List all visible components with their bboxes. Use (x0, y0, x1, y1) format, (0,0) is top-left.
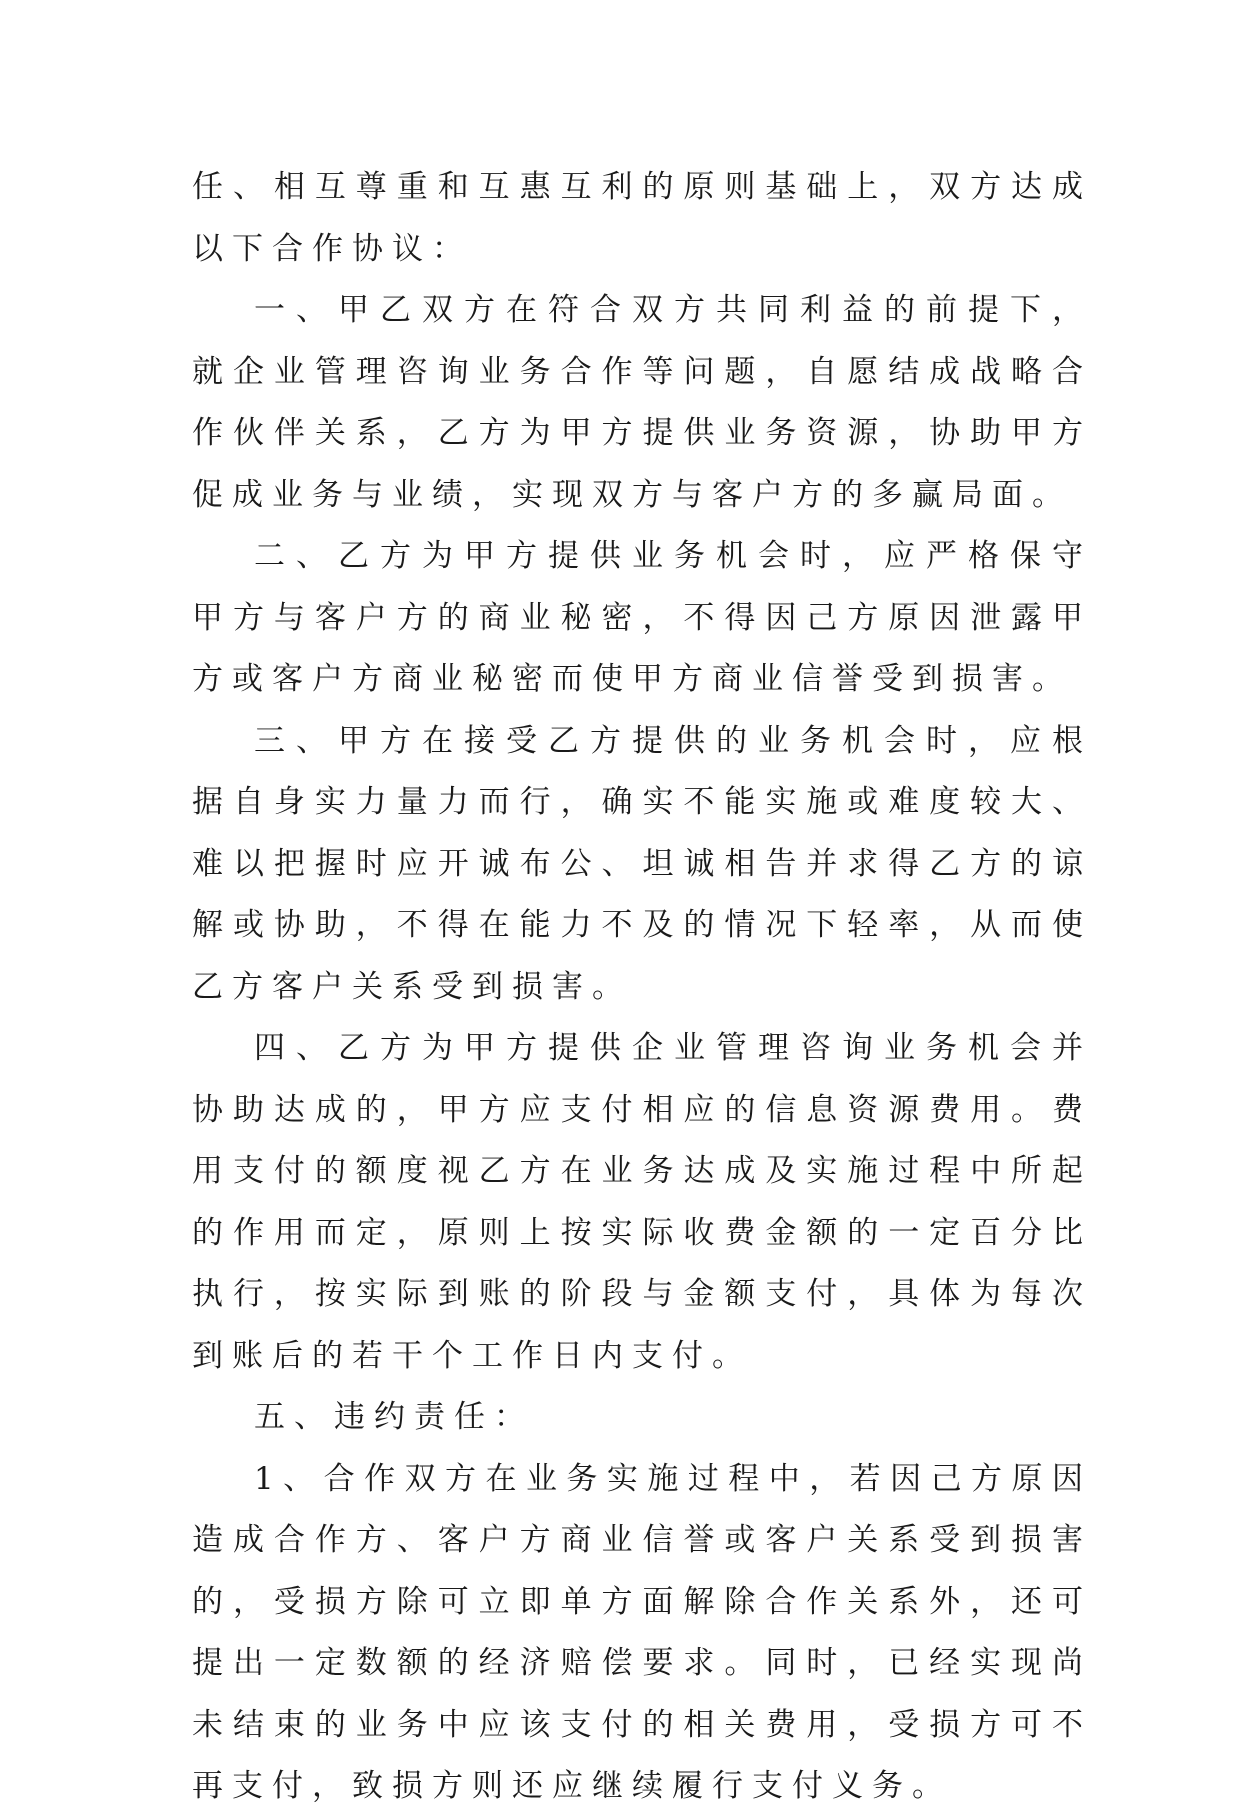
document-body (192, 157, 1092, 1818)
paragraph-clause-1: 一、甲乙双方在符合双方共同利益的前提下，就企业管理咨询业务合作等问题，自愿结成战略合作伙伴关系，乙方为甲方提供业务资源，协助甲方促成业务与业绩，实现双方与客户方的多赢局面。 (192, 292, 1092, 513)
paragraph-clause-2: 二、乙方为甲方提供业务机会时，应严格保守甲方与客户方的商业秘密，不得因己方原因泄露甲方或客户方商业秘密而使甲方商业信誉受到损害。 (192, 538, 1092, 697)
paragraph-clause-3: 三、甲方在接受乙方提供的业务机会时，应根据自身实力量力而行，确实不能实施或难度较大、难以把握时应开诚布公、坦诚相告并求得乙方的谅解或协助，不得在能力不及的情况下轻率，从而使乙方客户关系受到损害。 (192, 722, 1092, 1005)
paragraph-clause-5-heading: 五、违约责任： (254, 1399, 534, 1435)
paragraph-intro: 任、相互尊重和互惠互利的原则基础上，双方达成以下合作协议： (192, 169, 1092, 267)
paragraph-clause-4: 四、乙方为甲方提供企业管理咨询业务机会并协助达成的，甲方应支付相应的信息资源费用。费用支付的额度视乙方在业务达成及实施过程中所起的作用而定，原则上按实际收费金额的一定百分比执行，按实际到账的阶段与金额支付，具体为每次到账后的若干个工作日内支付。 (192, 1030, 1092, 1374)
paragraph-clause-5-item-1: 1、合作双方在业务实施过程中，若因己方原因造成合作方、客户方商业信誉或客户关系受到损害的，受损方除可立即单方面解除合作关系外，还可提出一定数额的经济赔偿要求。同时，已经实现尚未结束的业务中应该支付的相关费用，受损方可不再支付，致损方则还应继续履行支付义务。 (192, 1460, 1092, 1804)
